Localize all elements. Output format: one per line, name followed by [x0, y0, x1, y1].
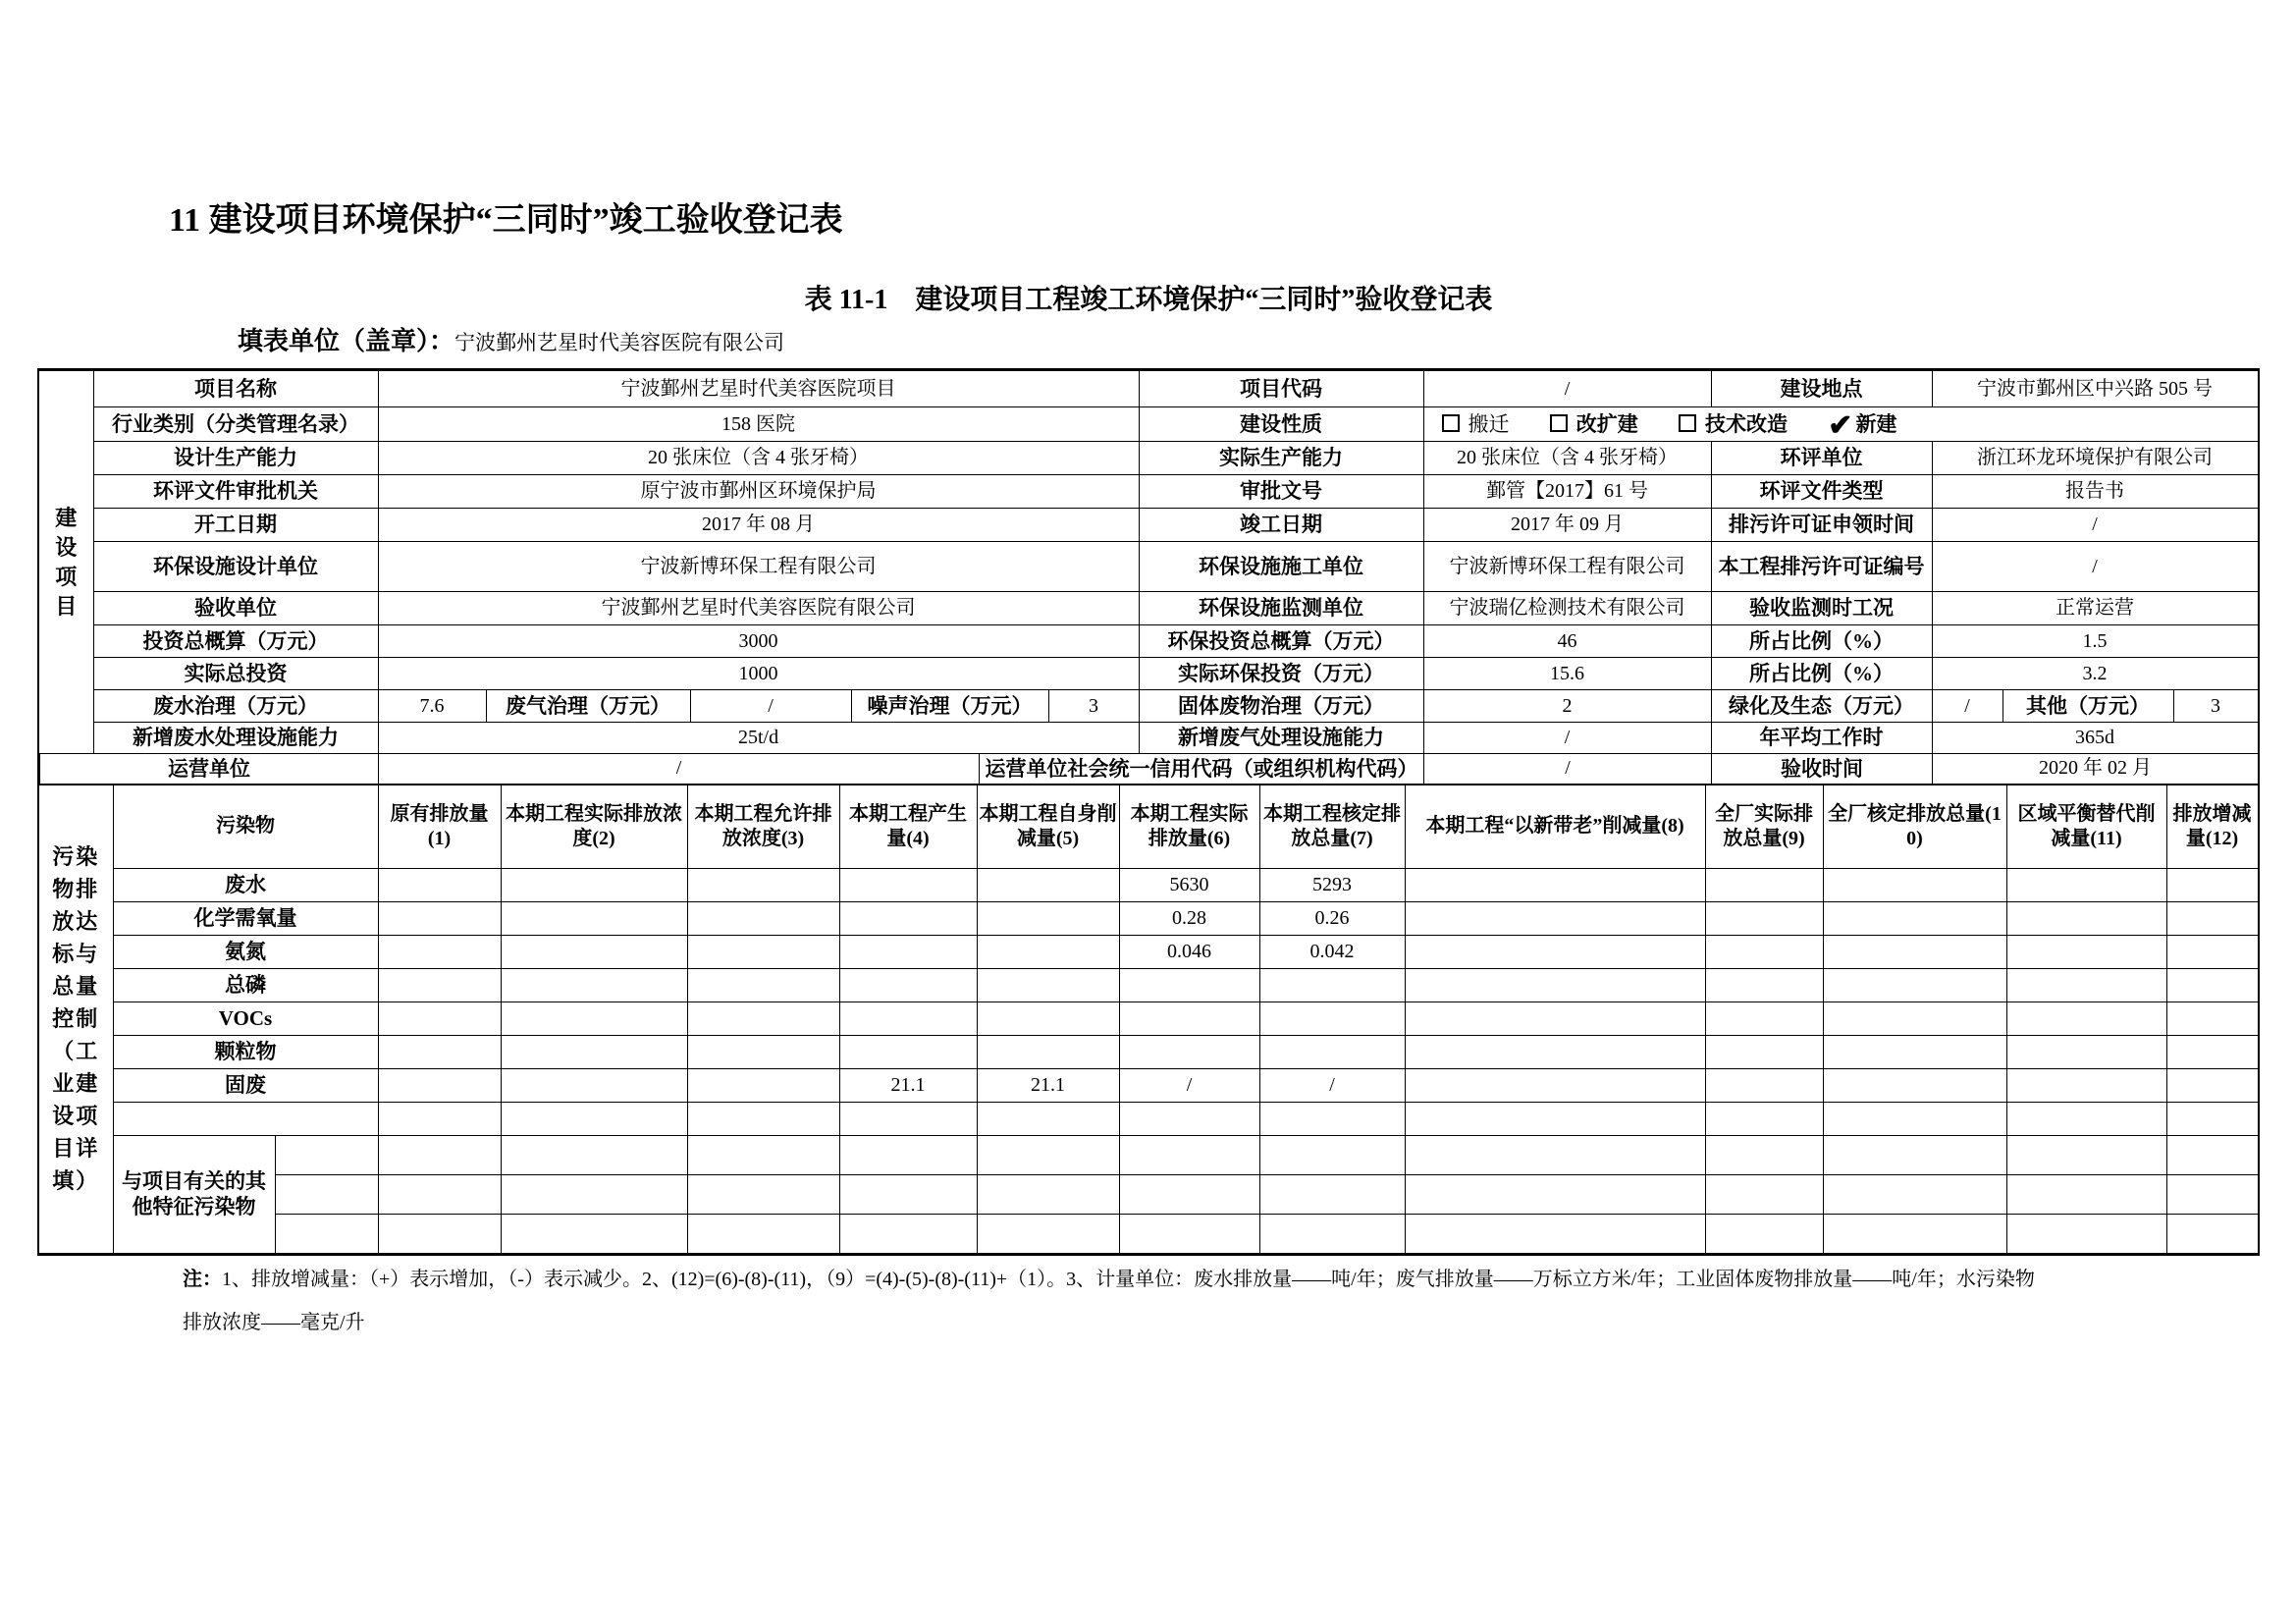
cell — [1823, 901, 2006, 935]
cell — [1119, 1214, 1259, 1253]
table-row — [40, 754, 2259, 784]
cell — [1259, 1135, 1405, 1174]
cell — [1405, 1135, 1705, 1174]
cell: 0.042 — [1259, 935, 1405, 968]
construction-nature-options — [1423, 407, 2258, 442]
actual-env-invest-label: 实际环保投资（万元） — [1139, 658, 1423, 690]
cell — [839, 1001, 977, 1035]
cell — [378, 1035, 501, 1068]
pollutant-name — [113, 1102, 378, 1135]
monitor-unit-label: 环保设施监测单位 — [1139, 592, 1423, 625]
col-header-6: 本期工程实际排放量(6) — [1119, 785, 1259, 868]
project-code-value: / — [1423, 371, 1711, 407]
operation-unit-label: 运营单位 — [40, 754, 379, 784]
col-header-7: 本期工程核定排放总量(7) — [1259, 785, 1405, 868]
industry-value: 158 医院 — [378, 407, 1139, 442]
footnote-line2: 排放浓度——毫克/升 — [183, 1311, 365, 1333]
cell — [1119, 1035, 1259, 1068]
cell — [687, 901, 839, 935]
budget-value: 3000 — [378, 625, 1139, 658]
cell: 0.26 — [1259, 901, 1405, 935]
cell — [2166, 935, 2258, 968]
cell — [1405, 1102, 1705, 1135]
cell: 0.28 — [1119, 901, 1259, 935]
cell — [501, 868, 687, 901]
pollutant-name: 氨氮 — [113, 935, 378, 968]
cell — [2006, 1135, 2166, 1174]
cell — [378, 1174, 501, 1214]
table-row — [39, 371, 2258, 407]
table-title: 表 11-1 建设项目工程竣工环境保护“三同时”验收登记表 — [804, 285, 1493, 315]
fill-unit-label: 填表单位（盖章）： — [238, 327, 455, 355]
table-row — [39, 592, 2258, 625]
design-unit-label: 环保设施设计单位 — [93, 542, 378, 592]
cell — [1823, 935, 2006, 968]
cell — [977, 1035, 1119, 1068]
cell — [2006, 1035, 2166, 1068]
project-name-value: 宁波鄞州艺星时代美容医院项目 — [378, 371, 1139, 407]
eia-unit-label: 环评单位 — [1711, 442, 1932, 475]
table-row — [39, 407, 2258, 442]
pollutant-table — [39, 785, 2259, 1254]
cell — [378, 968, 501, 1001]
cell — [378, 1135, 501, 1174]
actual-capacity-label: 实际生产能力 — [1139, 442, 1423, 475]
completion-date-label: 竣工日期 — [1139, 509, 1423, 542]
side-label-text: 污染物排放达标与总量控制（工业建设项目详填） — [52, 844, 100, 1193]
col-header-12: 排放增减量(12) — [2166, 785, 2258, 868]
condition-label: 验收监测时工况 — [1711, 592, 1932, 625]
cell — [501, 1035, 687, 1068]
cell — [2166, 1214, 2258, 1253]
operation-unit-value: / — [379, 754, 980, 784]
acceptance-unit-value: 宁波鄞州艺星时代美容医院有限公司 — [378, 592, 1139, 625]
cell — [1823, 1135, 2006, 1174]
cell — [2006, 901, 2166, 935]
cell — [2166, 1174, 2258, 1214]
cell — [839, 968, 977, 1001]
cell — [2006, 1068, 2166, 1102]
cell — [839, 1214, 977, 1253]
cell — [839, 1135, 977, 1174]
cell — [839, 1174, 977, 1214]
cell — [2166, 1068, 2258, 1102]
cell — [1405, 968, 1705, 1001]
cell — [378, 1001, 501, 1035]
nature-option-label: 改扩建 — [1575, 411, 1638, 436]
eia-unit-value: 浙江环龙环境保护有限公司 — [1932, 442, 2258, 475]
start-date-label: 开工日期 — [93, 509, 378, 542]
cell — [1119, 1135, 1259, 1174]
table-row — [39, 475, 2258, 509]
cell — [501, 935, 687, 968]
ratio2-value: 3.2 — [1932, 658, 2258, 690]
pollutant-row-ammonia — [39, 935, 2258, 968]
cell — [275, 1135, 378, 1174]
cell — [687, 1214, 839, 1253]
cell — [839, 1035, 977, 1068]
side-label-construction-project — [39, 371, 93, 754]
checkbox-icon — [1679, 414, 1696, 432]
cell — [1823, 1214, 2006, 1253]
acceptance-unit-label: 验收单位 — [93, 592, 378, 625]
project-code-label: 项目代码 — [1139, 371, 1423, 407]
table-row — [39, 690, 2258, 723]
cell — [1705, 1035, 1823, 1068]
monitor-unit-value: 宁波瑞亿检测技术有限公司 — [1423, 592, 1711, 625]
start-date-value: 2017 年 08 月 — [378, 509, 1139, 542]
cell — [1705, 868, 1823, 901]
cell — [1823, 1102, 2006, 1135]
cell — [1259, 1102, 1405, 1135]
cell — [378, 935, 501, 968]
cell — [1259, 1174, 1405, 1214]
cell — [501, 968, 687, 1001]
cell — [839, 868, 977, 901]
cell — [1705, 1068, 1823, 1102]
cell — [1705, 1214, 1823, 1253]
design-capacity-label: 设计生产能力 — [93, 442, 378, 475]
green-cost-value: / — [1932, 690, 2002, 723]
nature-option-tech-upgrade — [1679, 412, 1788, 436]
eia-approval-value: 原宁波市鄞州区环境保护局 — [378, 475, 1139, 509]
cell — [1405, 868, 1705, 901]
cell — [1405, 935, 1705, 968]
side-label-pollutant-control — [39, 785, 113, 1253]
nature-option-label: 搬迁 — [1468, 411, 1510, 436]
cell — [687, 1135, 839, 1174]
cell — [2166, 1001, 2258, 1035]
cell: 21.1 — [839, 1068, 977, 1102]
cell — [977, 868, 1119, 901]
cell — [1705, 1102, 1823, 1135]
cell — [501, 1174, 687, 1214]
cell — [1405, 1214, 1705, 1253]
table-row — [39, 442, 2258, 475]
cell — [2166, 868, 2258, 901]
cell — [2166, 1102, 2258, 1135]
cell — [1823, 1001, 2006, 1035]
eia-doc-type-value: 报告书 — [1932, 475, 2258, 509]
pollutant-name: 固废 — [113, 1068, 378, 1102]
nature-option-new-build — [1828, 408, 1897, 442]
col-header-9: 全厂实际排放总量(9) — [1705, 785, 1823, 868]
pollutant-row-particulate — [39, 1035, 2258, 1068]
table-row — [39, 658, 2258, 690]
other-pollutant-row — [39, 1174, 2258, 1214]
approval-no-value: 鄞管【2017】61 号 — [1423, 475, 1711, 509]
cell — [977, 1214, 1119, 1253]
cell — [378, 1102, 501, 1135]
cell — [1823, 868, 2006, 901]
cell — [687, 1035, 839, 1068]
footnote-prefix: 注： — [183, 1268, 222, 1290]
col-header-pollutant: 污染物 — [113, 785, 378, 868]
cell — [2166, 901, 2258, 935]
cell — [1405, 1035, 1705, 1068]
registration-table — [37, 368, 2260, 1256]
cell — [977, 935, 1119, 968]
cell — [1119, 1174, 1259, 1214]
cell — [501, 1135, 687, 1174]
cell — [1405, 1174, 1705, 1214]
cell — [501, 1001, 687, 1035]
fill-unit-line — [238, 325, 2296, 362]
col-header-3: 本期工程允许排放浓度(3) — [687, 785, 839, 868]
solid-cost-value: 2 — [1423, 690, 1711, 723]
cell — [687, 935, 839, 968]
page-title: 11 建设项目环境保护“三同时”竣工验收登记表 — [169, 202, 843, 239]
fill-unit-value: 宁波鄞州艺星时代美容医院有限公司 — [454, 331, 785, 354]
env-budget-label: 环保投资总概算（万元） — [1139, 625, 1423, 658]
pollutant-name: VOCs — [113, 1001, 378, 1035]
nature-option-expand — [1550, 412, 1638, 436]
wastewater-cost-value: 7.6 — [378, 690, 486, 723]
construction-unit-label: 环保设施施工单位 — [1139, 542, 1423, 592]
cell — [839, 935, 977, 968]
env-budget-value: 46 — [1423, 625, 1711, 658]
location-value: 宁波市鄞州区中兴路 505 号 — [1932, 371, 2258, 407]
cell — [501, 901, 687, 935]
pollutant-name: 总磷 — [113, 968, 378, 1001]
credit-code-value: / — [1424, 754, 1712, 784]
cell — [1705, 1135, 1823, 1174]
noise-cost-value: 3 — [1048, 690, 1139, 723]
cell — [1705, 901, 1823, 935]
pollutant-row-vocs — [39, 1001, 2258, 1035]
other-cost-value: 3 — [2173, 690, 2258, 723]
cell — [687, 1068, 839, 1102]
pollutant-name: 颗粒物 — [113, 1035, 378, 1068]
cell — [1823, 1035, 2006, 1068]
work-time-label: 年平均工作时 — [1711, 723, 1932, 754]
nature-option-relocation — [1442, 412, 1510, 436]
actual-env-invest-value: 15.6 — [1423, 658, 1711, 690]
cell — [1259, 1035, 1405, 1068]
cell — [977, 1135, 1119, 1174]
other-pollutant-row — [39, 1135, 2258, 1174]
cell: 21.1 — [977, 1068, 1119, 1102]
footnote-line1 — [183, 1268, 2205, 1291]
operation-row-table — [39, 754, 2259, 785]
cell — [378, 901, 501, 935]
other-pollutant-row — [39, 1214, 2258, 1253]
construction-unit-value: 宁波新博环保工程有限公司 — [1423, 542, 1711, 592]
location-label: 建设地点 — [1711, 371, 1932, 407]
cell — [1119, 1001, 1259, 1035]
col-header-1: 原有排放量(1) — [378, 785, 501, 868]
table-row — [39, 723, 2258, 754]
permit-no-value: / — [1932, 542, 2258, 592]
actual-invest-value: 1000 — [378, 658, 1139, 690]
cell — [977, 968, 1119, 1001]
cell — [2006, 1214, 2166, 1253]
cell — [2006, 968, 2166, 1001]
pollutant-row-empty — [39, 1102, 2258, 1135]
footnote-text: 1、排放增减量：（+）表示增加，（-）表示减少。2、(12)=(6)-(8)-(11)，（9）=(4)-(5)-(8)-(11)+（1）。3、计量单位：废水排放量——吨/年；废气排放量——万标立方米/年；工业固体废物排放量——吨/年；水污染物 — [222, 1268, 2035, 1290]
side-label-text: 建设项目 — [55, 505, 78, 619]
gas-cost-label: 废气治理（万元） — [486, 690, 690, 723]
cell — [275, 1214, 378, 1253]
table-row — [39, 625, 2258, 658]
other-pollutants-label: 与项目有关的其他特征污染物 — [113, 1135, 275, 1253]
cell — [687, 868, 839, 901]
nature-label: 建设性质 — [1139, 407, 1423, 442]
pollutant-row-wastewater — [39, 868, 2258, 901]
ratio2-label: 所占比例（%） — [1711, 658, 1932, 690]
pollutant-name: 化学需氧量 — [113, 901, 378, 935]
cell — [2166, 968, 2258, 1001]
cell — [1705, 1001, 1823, 1035]
pollutant-header-row — [39, 785, 2258, 868]
cell — [839, 1102, 977, 1135]
cell — [2166, 1035, 2258, 1068]
cell — [1259, 1001, 1405, 1035]
pollutant-row-cod — [39, 901, 2258, 935]
nature-option-label: 新建 — [1855, 411, 1897, 436]
solid-cost-label: 固体废物治理（万元） — [1139, 690, 1423, 723]
project-info-table — [39, 370, 2259, 754]
cell — [501, 1214, 687, 1253]
col-header-8: 本期工程“以新带老”削减量(8) — [1405, 785, 1705, 868]
acceptance-time-value: 2020 年 02 月 — [1933, 754, 2259, 784]
approval-no-label: 审批文号 — [1139, 475, 1423, 509]
col-header-10: 全厂核定排放总量(10) — [1823, 785, 2006, 868]
gas-cost-value: / — [690, 690, 851, 723]
cell — [378, 868, 501, 901]
cell — [1823, 968, 2006, 1001]
eia-doc-type-label: 环评文件类型 — [1711, 475, 1932, 509]
cell: 0.046 — [1119, 935, 1259, 968]
cell — [839, 901, 977, 935]
pollutant-row-solid-waste — [39, 1068, 2258, 1102]
table-row — [39, 509, 2258, 542]
new-gas-value: / — [1423, 723, 1711, 754]
cell — [1259, 968, 1405, 1001]
cell — [275, 1174, 378, 1214]
cell — [2006, 1001, 2166, 1035]
permit-apply-label: 排污许可证申领时间 — [1711, 509, 1932, 542]
pollutant-row-phosphorus — [39, 968, 2258, 1001]
cell — [501, 1068, 687, 1102]
cell — [2006, 1174, 2166, 1214]
design-capacity-value: 20 张床位（含 4 张牙椅） — [378, 442, 1139, 475]
cell — [2006, 1102, 2166, 1135]
project-name-label: 项目名称 — [93, 371, 378, 407]
cell — [1705, 1174, 1823, 1214]
col-header-4: 本期工程产生量(4) — [839, 785, 977, 868]
cell — [687, 1001, 839, 1035]
cell — [1405, 1001, 1705, 1035]
ratio1-label: 所占比例（%） — [1711, 625, 1932, 658]
cell — [2006, 868, 2166, 901]
checkbox-icon — [1550, 414, 1568, 432]
cell — [1705, 968, 1823, 1001]
green-cost-label: 绿化及生态（万元） — [1711, 690, 1932, 723]
col-header-2: 本期工程实际排放浓度(2) — [501, 785, 687, 868]
pollutant-name: 废水 — [113, 868, 378, 901]
other-cost-label: 其他（万元） — [2002, 690, 2173, 723]
noise-cost-label: 噪声治理（万元） — [851, 690, 1048, 723]
cell: / — [1119, 1068, 1259, 1102]
permit-no-label: 本工程排污许可证编号 — [1711, 542, 1932, 592]
cell: 5293 — [1259, 868, 1405, 901]
nature-option-label: 技术改造 — [1705, 411, 1789, 436]
actual-capacity-value: 20 张床位（含 4 张牙椅） — [1423, 442, 1711, 475]
credit-code-label: 运营单位社会统一信用代码（或组织机构代码） — [980, 754, 1424, 784]
check-icon: ✔ — [1828, 408, 1853, 442]
col-header-11: 区域平衡替代削减量(11) — [2006, 785, 2166, 868]
permit-apply-value: / — [1932, 509, 2258, 542]
acceptance-time-label: 验收时间 — [1712, 754, 1933, 784]
checkbox-icon — [1442, 414, 1460, 432]
cell — [501, 1102, 687, 1135]
cell — [1705, 935, 1823, 968]
budget-label: 投资总概算（万元） — [93, 625, 378, 658]
actual-invest-label: 实际总投资 — [93, 658, 378, 690]
new-wastewater-value: 25t/d — [378, 723, 1139, 754]
completion-date-value: 2017 年 09 月 — [1423, 509, 1711, 542]
cell — [1259, 1214, 1405, 1253]
cell: 5630 — [1119, 868, 1259, 901]
cell — [1405, 1068, 1705, 1102]
cell — [1823, 1174, 2006, 1214]
cell — [687, 968, 839, 1001]
ratio1-value: 1.5 — [1932, 625, 2258, 658]
cell — [977, 1001, 1119, 1035]
eia-approval-label: 环评文件审批机关 — [93, 475, 378, 509]
industry-label: 行业类别（分类管理名录） — [93, 407, 378, 442]
cell — [1405, 901, 1705, 935]
cell — [687, 1102, 839, 1135]
design-unit-value: 宁波新博环保工程有限公司 — [378, 542, 1139, 592]
new-gas-label: 新增废气处理设施能力 — [1139, 723, 1423, 754]
table-row — [39, 542, 2258, 592]
cell — [687, 1174, 839, 1214]
cell — [1823, 1068, 2006, 1102]
cell — [2006, 935, 2166, 968]
work-time-value: 365d — [1932, 723, 2258, 754]
cell — [1119, 1102, 1259, 1135]
cell: / — [1259, 1068, 1405, 1102]
wastewater-cost-label: 废水治理（万元） — [93, 690, 378, 723]
cell — [977, 1102, 1119, 1135]
cell — [977, 1174, 1119, 1214]
cell — [1119, 968, 1259, 1001]
cell — [378, 1214, 501, 1253]
new-wastewater-label: 新增废水处理设施能力 — [93, 723, 378, 754]
cell — [2166, 1135, 2258, 1174]
cell — [378, 1068, 501, 1102]
col-header-5: 本期工程自身削减量(5) — [977, 785, 1119, 868]
cell — [977, 901, 1119, 935]
condition-value: 正常运营 — [1932, 592, 2258, 625]
